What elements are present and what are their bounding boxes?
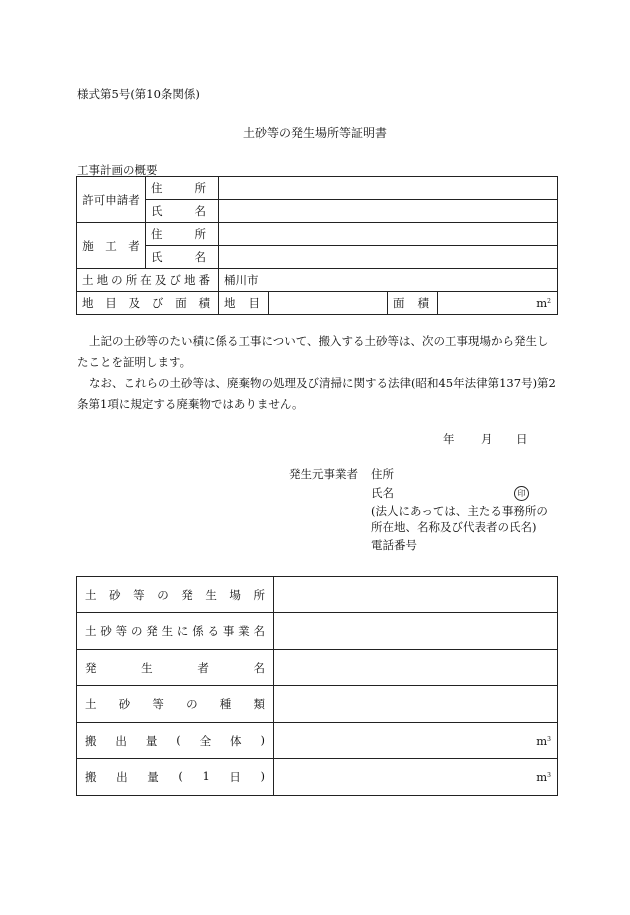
paragraph-1: 上記の土砂等のたい積に係る工事について、搬入する土砂等は、次の工事現場から発生したことを証明します。 — [77, 334, 549, 369]
issuer-note-1: (法人にあっては、主たる事務所の — [371, 504, 548, 518]
contractor-name-field[interactable] — [219, 246, 558, 269]
land-category-label: 地 目 — [219, 292, 269, 315]
applicant-name-label: 氏 名 — [146, 200, 219, 223]
body-text — [77, 331, 557, 415]
origin-site-field[interactable] — [274, 577, 558, 613]
issuer-note-2: 所在地、名称及び代表者の氏名) — [371, 520, 537, 534]
origin-project-field[interactable] — [274, 613, 558, 650]
plan-table — [76, 176, 558, 315]
form-number: 様式第5号(第10条関係) — [77, 87, 200, 101]
contractor-address-field[interactable] — [219, 223, 558, 246]
origin-daily-field[interactable]: $m^3$ — [274, 759, 558, 796]
origin-type-field[interactable] — [274, 686, 558, 723]
origin-daily-label: 搬 出 量 ( 1 日 ) — [77, 759, 274, 796]
applicant-address-field[interactable] — [219, 177, 558, 200]
land-area-label: 地 目 及 び 面 積 — [77, 292, 219, 315]
land-category-field[interactable] — [269, 292, 388, 315]
origin-table — [76, 576, 558, 796]
area-field[interactable]: $m^2$ — [438, 292, 558, 315]
date-month: 月 — [481, 432, 493, 446]
paragraph-2: なお、これらの土砂等は、廃棄物の処理及び清掃に関する法律(昭和45年法律第137号)第2条第1項に規定する廃棄物ではありません。 — [77, 376, 556, 411]
area-unit: m — [536, 296, 548, 310]
document-title: 土砂等の発生場所等証明書 — [242, 126, 387, 140]
issuer-phone: 電話番号 — [371, 538, 417, 552]
location-label: 土 地 の 所 在 及 び 地 番 — [77, 269, 219, 292]
contractor-name-label: 氏 名 — [146, 246, 219, 269]
applicant-name-field[interactable] — [219, 200, 558, 223]
origin-project-label: 土 砂 等 の 発 生 に 係 る 事 業 名 — [77, 613, 274, 650]
origin-total-label: 搬 出 量 ( 全 体 ) — [77, 723, 274, 759]
issuer-name: 氏名 — [371, 486, 394, 500]
origin-total-field[interactable]: $m^3$ — [274, 723, 558, 759]
applicant-label: 許可申請者 — [77, 177, 146, 223]
contractor-address-label: 住 所 — [146, 223, 219, 246]
contractor-label: 施 工 者 — [77, 223, 146, 269]
origin-type-label: 土 砂 等 の 種 類 — [77, 686, 274, 723]
origin-generator-field[interactable] — [274, 650, 558, 686]
location-field[interactable]: 桶川市 — [219, 269, 558, 292]
area-label: 面 積 — [388, 292, 438, 315]
seal-icon: 印 — [514, 485, 529, 501]
date-year: 年 — [443, 432, 455, 446]
plan-heading: 工事計画の概要 — [77, 163, 158, 177]
date-day: 日 — [516, 432, 528, 446]
origin-site-label: 土 砂 等 の 発 生 場 所 — [77, 577, 274, 613]
issuer-address: 住所 — [371, 467, 394, 481]
applicant-address-label: 住 所 — [146, 177, 219, 200]
origin-generator-label: 発 生 者 名 — [77, 650, 274, 686]
issuer-label: 発生元事業者 — [289, 467, 358, 481]
